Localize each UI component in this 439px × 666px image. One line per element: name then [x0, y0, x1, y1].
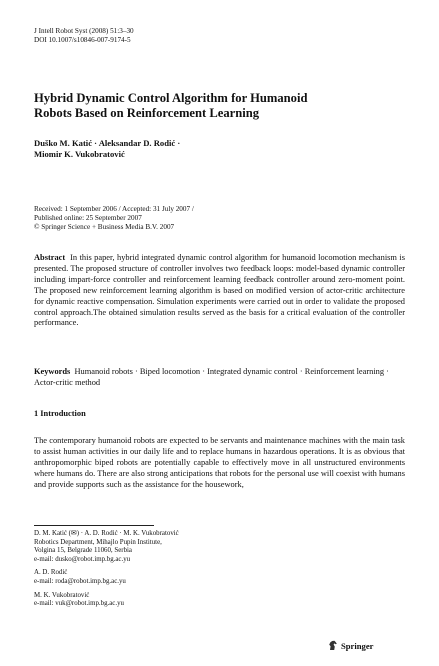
footnote-affiliation: Robotics Department, Mihajlo Pupin Institute,: [34, 538, 162, 546]
section-heading: 1 Introduction: [34, 409, 86, 418]
keywords-label: Keywords: [34, 367, 71, 376]
abstract-label: Abstract: [34, 253, 66, 262]
footnote-email: e-mail: dusko@robot.imp.bg.ac.yu: [34, 555, 131, 563]
copyright: © Springer Science + Business Media B.V. 2007: [34, 223, 175, 231]
footnote-block: [34, 569, 404, 586]
footnote-email: e-mail: roda@robot.imp.bg.ac.yu: [34, 577, 126, 585]
authors-line: Miomir K. Vukobratović: [34, 149, 125, 159]
footnote-divider: [34, 525, 154, 526]
doi: DOI 10.1007/s10846-007-9174-5: [34, 36, 131, 44]
footnote-block: [34, 530, 404, 564]
author-footnotes: [34, 530, 404, 614]
title-line: Hybrid Dynamic Control Algorithm for Humanoid: [34, 91, 308, 105]
publisher-logo: [328, 640, 373, 651]
paper-title: [34, 91, 394, 121]
introduction-text: The contemporary humanoid robots are expected to be servants and maintenance machines with the main task to assist human activities in our daily life and to replace humans in hazardous operations. It is as obvious that anthropomorphic biped robots are potentially capable to effectively move in all unstructured environments where humans do. There are also strong anticipations that robots for the personal use will coexist with humans and provide supports such as the assistance for the housework,: [34, 436, 405, 489]
abstract: [34, 253, 405, 329]
keywords: [34, 367, 405, 389]
publisher-name: Springer: [341, 640, 374, 651]
journal-header: [34, 27, 134, 45]
abstract-text: In this paper, hybrid integrated dynamic control algorithm for humanoid locomotion mechanism is presented. The proposed structure of controller involves two feedback loops: model-based dynamic controller including impart-force controller and reinforcement learning feedback controller around zero-moment point. The proposed new reinforcement learning algorithm is based on modified version of actor-critic architecture for dynamic reactive compensation. Simulation experiments were carried out in order to validate the proposed control approach.The obtained simulation results served as the basis for a critical evaluation of the controller performance.: [34, 253, 405, 328]
keywords-text: Humanoid robots · Biped locomotion · Integrated dynamic control · Reinforcement learning · Actor-critic method: [34, 367, 389, 387]
footnote-author: A. D. Rodić: [34, 569, 68, 577]
author-list: [34, 138, 394, 160]
publication-dates: [34, 205, 414, 232]
journal-citation: J Intell Robot Syst (2008) 51:3–30: [34, 27, 134, 35]
received-accepted: Received: 1 September 2006 / Accepted: 31 July 2007 /: [34, 205, 194, 213]
footnote-block: [34, 592, 404, 609]
authors-line: Duško M. Katić · Aleksandar D. Rodić ·: [34, 138, 181, 148]
springer-horse-icon: [328, 640, 338, 651]
title-line: Robots Based on Reinforcement Learning: [34, 106, 260, 120]
footnote-email: e-mail: vuk@robot.imp.bg.ac.yu: [34, 600, 124, 608]
published-online: Published online: 25 September 2007: [34, 214, 142, 222]
footnote-address: Volgina 15, Belgrade 11060, Serbia: [34, 547, 132, 555]
footnote-authors: D. M. Katić (✉) · A. D. Rodić · M. K. Vukobratović: [34, 530, 179, 537]
footnote-author: M. K. Vukobratović: [34, 591, 90, 599]
